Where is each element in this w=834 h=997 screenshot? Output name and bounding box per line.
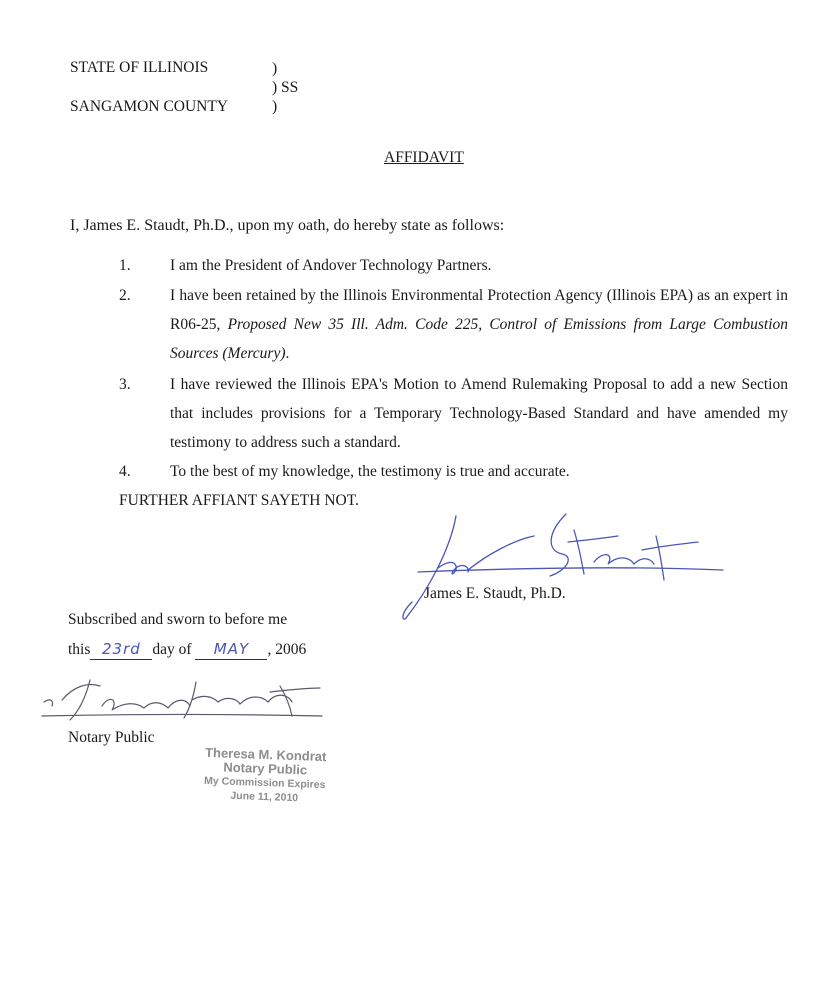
venue-paren-3: ) — [272, 98, 278, 115]
item-number: 4. — [119, 463, 131, 480]
jurat-line: Subscribed and sworn to before me — [68, 611, 288, 628]
document-title: AFFIDAVIT — [384, 149, 464, 166]
month-handwritten: MAY — [213, 640, 250, 658]
item-text: To the best of my knowledge, the testimony is true and accurate. — [170, 463, 570, 480]
jurat-date-line: this 23rd day of MAY , 2006 — [68, 640, 307, 658]
affiant-name: James E. Staudt, Ph.D. — [424, 585, 566, 602]
item-number: 3. — [119, 376, 131, 393]
day-handwritten: 23rd — [102, 640, 141, 658]
stamp-date: June 11, 2010 — [230, 789, 299, 805]
affiant-signature — [398, 510, 728, 625]
intro-paragraph: I, James E. Staudt, Ph.D., upon my oath, do hereby state as follows: — [70, 217, 505, 234]
item-text: I have reviewed the Illinois EPA's Motion to Amend Rulemaking Proposal to add a new Section that includes provisions for a Temporary Technology-Based Standard and have amended my testimony to address such a standard. — [170, 376, 788, 451]
item-text: I am the President of Andover Technology Partners. — [170, 257, 492, 274]
day-blank — [90, 640, 152, 660]
closing-statement: FURTHER AFFIANT SAYETH NOT. — [119, 492, 359, 509]
venue-paren-ss: ) SS — [272, 79, 299, 96]
stamp-title: Notary Public — [223, 759, 308, 778]
notary-label: Notary Public — [68, 729, 155, 746]
item-citation: Proposed New 35 Ill. Adm. Code 225, Control of Emissions from Large Combustion Sources (Mercury) — [170, 316, 788, 362]
venue-county: SANGAMON COUNTY — [70, 98, 229, 115]
stamp-name: Theresa M. Kondrat — [204, 744, 327, 765]
venue-paren-1: ) — [272, 60, 278, 77]
month-blank — [195, 640, 267, 660]
item-number: 1. — [119, 257, 131, 274]
venue-state: STATE OF ILLINOIS — [70, 59, 209, 76]
notary-signature — [40, 672, 325, 727]
stamp-commission: My Commission Expires — [203, 774, 326, 792]
item-text: I have been retained by the Illinois Environmental Protection Agency (Illinois EPA) as an expert in R06-25, Proposed New 35 Ill. Adm. Code 225, Control of Emissions from Large Combustion Sources (Mercury). — [170, 287, 788, 362]
item-number: 2. — [119, 287, 131, 304]
notary-stamp — [189, 745, 341, 806]
